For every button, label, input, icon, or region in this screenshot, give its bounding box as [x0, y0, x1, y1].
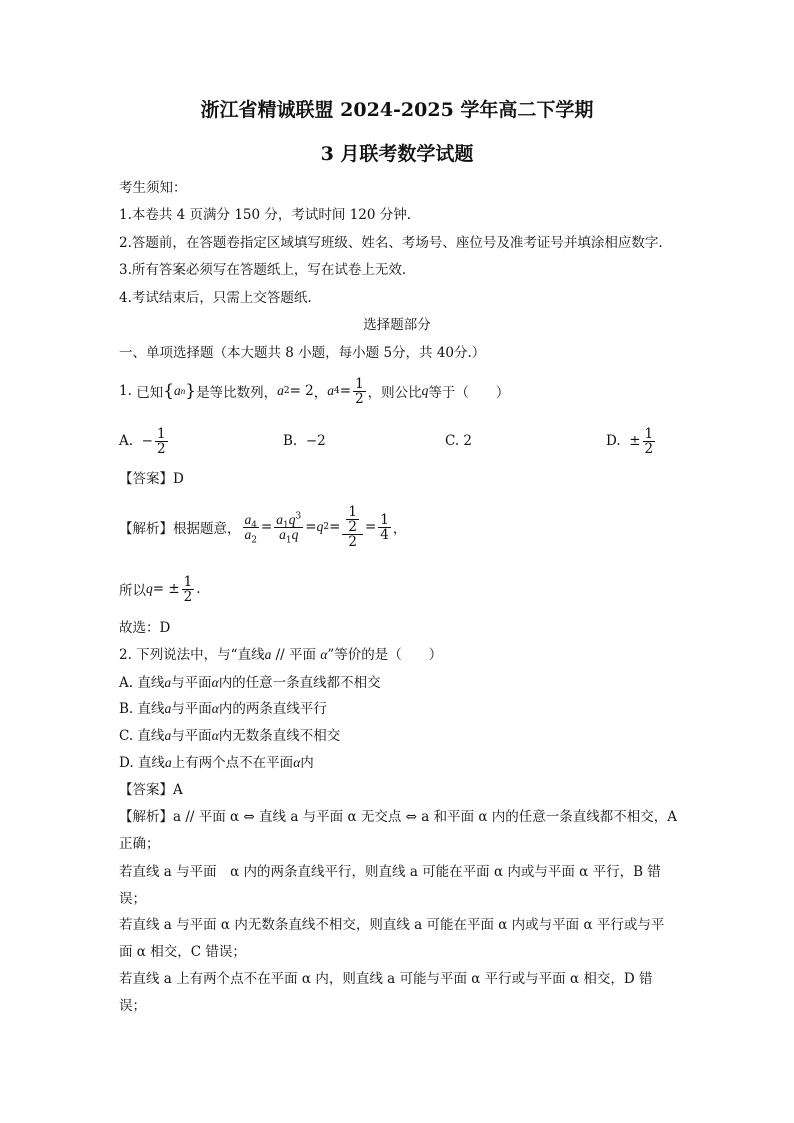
- q1-text-1: 已知: [136, 385, 164, 401]
- a-var: a: [244, 511, 252, 527]
- section-part-title: 选择题部分: [363, 317, 431, 333]
- q1-text-2: 是等比数列，: [196, 385, 278, 401]
- q1-option-a: [119, 424, 170, 458]
- a-var: a: [276, 511, 284, 527]
- inner-fraction: [346, 505, 359, 534]
- q2-option-d: [119, 754, 314, 772]
- right-brace: }: [185, 381, 197, 401]
- q1-comma: ，: [313, 385, 328, 401]
- q-var: q: [288, 511, 296, 527]
- option-b-value: −2: [305, 433, 326, 449]
- q2-stem-part3: ”等价的是（ ）: [327, 647, 443, 663]
- q-var: q: [316, 519, 324, 534]
- section-heading: 一、单项选择题（本大题共 8 小题，每小题 5分，共 40分.）: [119, 345, 486, 361]
- q1-text-3: ，则公比: [367, 385, 422, 401]
- alpha-var: α: [211, 701, 219, 716]
- so-text: 所以: [119, 583, 146, 599]
- option-label: D. 直线: [119, 755, 165, 771]
- frac-denominator: 4: [380, 526, 389, 543]
- q1-option-b: [283, 424, 326, 458]
- exam-title-line1: 浙江省精诚联盟 2024-2025 学年高二下学期: [200, 99, 594, 121]
- a-var: a: [164, 675, 172, 690]
- q2-option-c: [119, 727, 340, 745]
- q1-choose: 故选：D: [119, 620, 171, 636]
- q1-text-4: 等于（ ）: [428, 385, 510, 401]
- frac-numerator: 1: [156, 425, 166, 442]
- option-label: C. 直线: [119, 728, 165, 744]
- option-d-fraction: [643, 427, 656, 456]
- subscript: 1: [283, 520, 289, 531]
- alpha-var: α: [211, 675, 219, 690]
- q2-analysis-line-5: 若直线 a 与平面 α 内无数条直线不相交，则直线 a 可能在平面 α 内或与平面 α 平行或与平: [119, 917, 665, 933]
- option-label: B. 直线: [119, 701, 165, 717]
- option-rest: 与平面: [171, 701, 212, 717]
- frac-numerator: 1: [183, 573, 193, 590]
- a-var: a: [279, 526, 286, 542]
- a4-var: a: [327, 383, 335, 398]
- frac-denominator: [274, 526, 303, 546]
- equals-sign: =: [260, 519, 273, 535]
- plus-minus: = ±: [152, 581, 180, 597]
- frac-denominator: 2: [355, 390, 364, 407]
- option-tail: 内: [300, 755, 314, 771]
- equals-sign: =: [364, 519, 377, 535]
- notice-item-2: 2.答题前，在答题卷指定区域填写班级、姓名、考场号、座位号及准考证号并填涂相应数字.: [119, 235, 663, 251]
- option-rest: 与平面: [171, 675, 212, 691]
- alpha-var: α: [320, 647, 328, 662]
- a-var: a: [264, 647, 272, 662]
- option-c-label: C. 2: [445, 433, 473, 449]
- compound-fraction: [342, 505, 363, 549]
- subscript: 2: [251, 535, 257, 546]
- q1-stem: 1. 已知 { a n } 是等比数列， a 2 = 2 ， a 4 = $\frac{1}{2}$ ，则公比 q 等于（ ）: [119, 375, 510, 407]
- subscript: 1: [285, 535, 292, 546]
- alpha-var: α: [293, 755, 301, 770]
- subscript: 4: [251, 520, 257, 531]
- frac-numerator: 1: [644, 425, 654, 442]
- frac-numerator: 1: [355, 375, 364, 392]
- notice-item-1: 1.本卷共 4 页满分 150 分，考试时间 120 分钟.: [119, 207, 412, 223]
- superscript: 3: [295, 511, 302, 521]
- left-brace: {: [163, 381, 175, 401]
- q2-analysis-line-7: 若直线 a 上有两个点不在平面 α 内，则直线 a 可能与平面 α 平行或与平面 α 相交，D 错: [119, 971, 653, 987]
- conclusion-fraction: [182, 575, 195, 604]
- a2-var: a: [277, 383, 284, 398]
- frac-denominator: 2: [644, 440, 654, 457]
- q-var: q: [291, 526, 299, 542]
- notice-item-3: 3.所有答案必须写在答题纸上，写在试卷上无效.: [119, 262, 407, 278]
- q2-analysis-line-8: 误；: [119, 998, 146, 1014]
- q2-option-a: [119, 674, 381, 692]
- a-var: a: [164, 728, 172, 743]
- frac-numerator: 1: [380, 511, 389, 528]
- a2-value: = 2: [289, 383, 314, 399]
- option-tail: 内的两条直线平行: [218, 701, 327, 717]
- q1-answer: 【答案】D: [119, 471, 184, 487]
- frac-denominator: [243, 526, 259, 546]
- option-a-fraction: [155, 427, 168, 456]
- q2-answer: 【答案】A: [119, 782, 183, 798]
- option-tail: 内无数条直线不相交: [218, 728, 341, 744]
- q2-analysis-line-6: 面 α 相交，C 错误；: [119, 944, 246, 960]
- frac-denominator: 2: [348, 534, 357, 550]
- frac-numerator: [243, 511, 259, 531]
- q2-stem-part2: // 平面: [271, 647, 321, 663]
- analysis-label: 【解析】根据题意，: [119, 521, 241, 537]
- q1-number: 1.: [119, 383, 132, 399]
- q2-analysis-line-3: 若直线 a 与平面 α 内的两条直线平行，则直线 a 可能在平面 α 内或与平面 α 平行，B 错: [119, 864, 661, 880]
- q-var: q: [421, 383, 429, 398]
- option-a-sign: −: [141, 433, 153, 449]
- q2-option-b: [119, 700, 327, 718]
- notice-item-4: 4.考试结束后，只需上交答题纸.: [119, 290, 312, 306]
- q2-stem-part1: 2. 下列说法中，与“直线: [119, 647, 265, 663]
- q2-stem: [119, 646, 442, 664]
- q1-option-d: [606, 424, 657, 458]
- q2-analysis-line-2: 正确；: [119, 836, 160, 852]
- a-var: a: [244, 526, 252, 542]
- result-tail: ，: [392, 521, 407, 537]
- a-var: a: [164, 755, 172, 770]
- a4-fraction: [353, 377, 366, 406]
- exam-title-line2: 3 月联考数学试题: [320, 143, 474, 165]
- frac-denominator: 2: [183, 588, 193, 605]
- q-var: q: [146, 581, 153, 596]
- seq-var: a: [174, 383, 181, 398]
- frac-numerator: [342, 505, 363, 535]
- q2-analysis-line-1: 【解析】a // 平面 α ⇔ 直线 a 与平面 α 无交点 ⇔ a 和平面 α 内的任意一条直线都不相交，A: [119, 809, 678, 825]
- q1-option-c: [445, 424, 472, 458]
- frac-denominator: 2: [156, 440, 166, 457]
- option-tail: 内的任意一条直线都不相交: [218, 675, 381, 691]
- q1-analysis-equation: 【解析】根据题意， $\frac{a_4}{a_2}$ = $\frac{a_1q^3}{a_1q}$ = q 2 = $\frac{\frac{1}{2}}{2}$ = $\frac{1}{4}$ ，: [119, 504, 407, 550]
- frac-numerator: 1: [348, 504, 357, 520]
- q1-conclusion: [119, 572, 201, 606]
- frac-numerator: [274, 511, 303, 531]
- option-label: A. 直线: [119, 675, 165, 691]
- equals-sign: =: [305, 519, 317, 535]
- q2-analysis-line-4: 误；: [119, 891, 146, 907]
- alpha-var: α: [211, 728, 219, 743]
- result-fraction: [378, 513, 391, 542]
- ratio-a4-a2: [243, 511, 259, 546]
- equals-sign: =: [329, 519, 341, 535]
- notice-heading: 考生须知：: [119, 180, 187, 196]
- frac-denominator: 2: [348, 519, 357, 535]
- option-d-sign: ±: [629, 433, 641, 449]
- a4-equals: =: [339, 383, 352, 399]
- ratio-a1q3-a1q: [274, 511, 303, 546]
- option-d-label: D.: [606, 433, 621, 449]
- option-rest: 上有两个点不在平面: [171, 755, 294, 771]
- a-var: a: [164, 701, 172, 716]
- option-a-label: A.: [119, 433, 134, 449]
- option-rest: 与平面: [171, 728, 212, 744]
- option-b-label: B.: [283, 433, 298, 449]
- conclusion-tail: .: [196, 581, 201, 597]
